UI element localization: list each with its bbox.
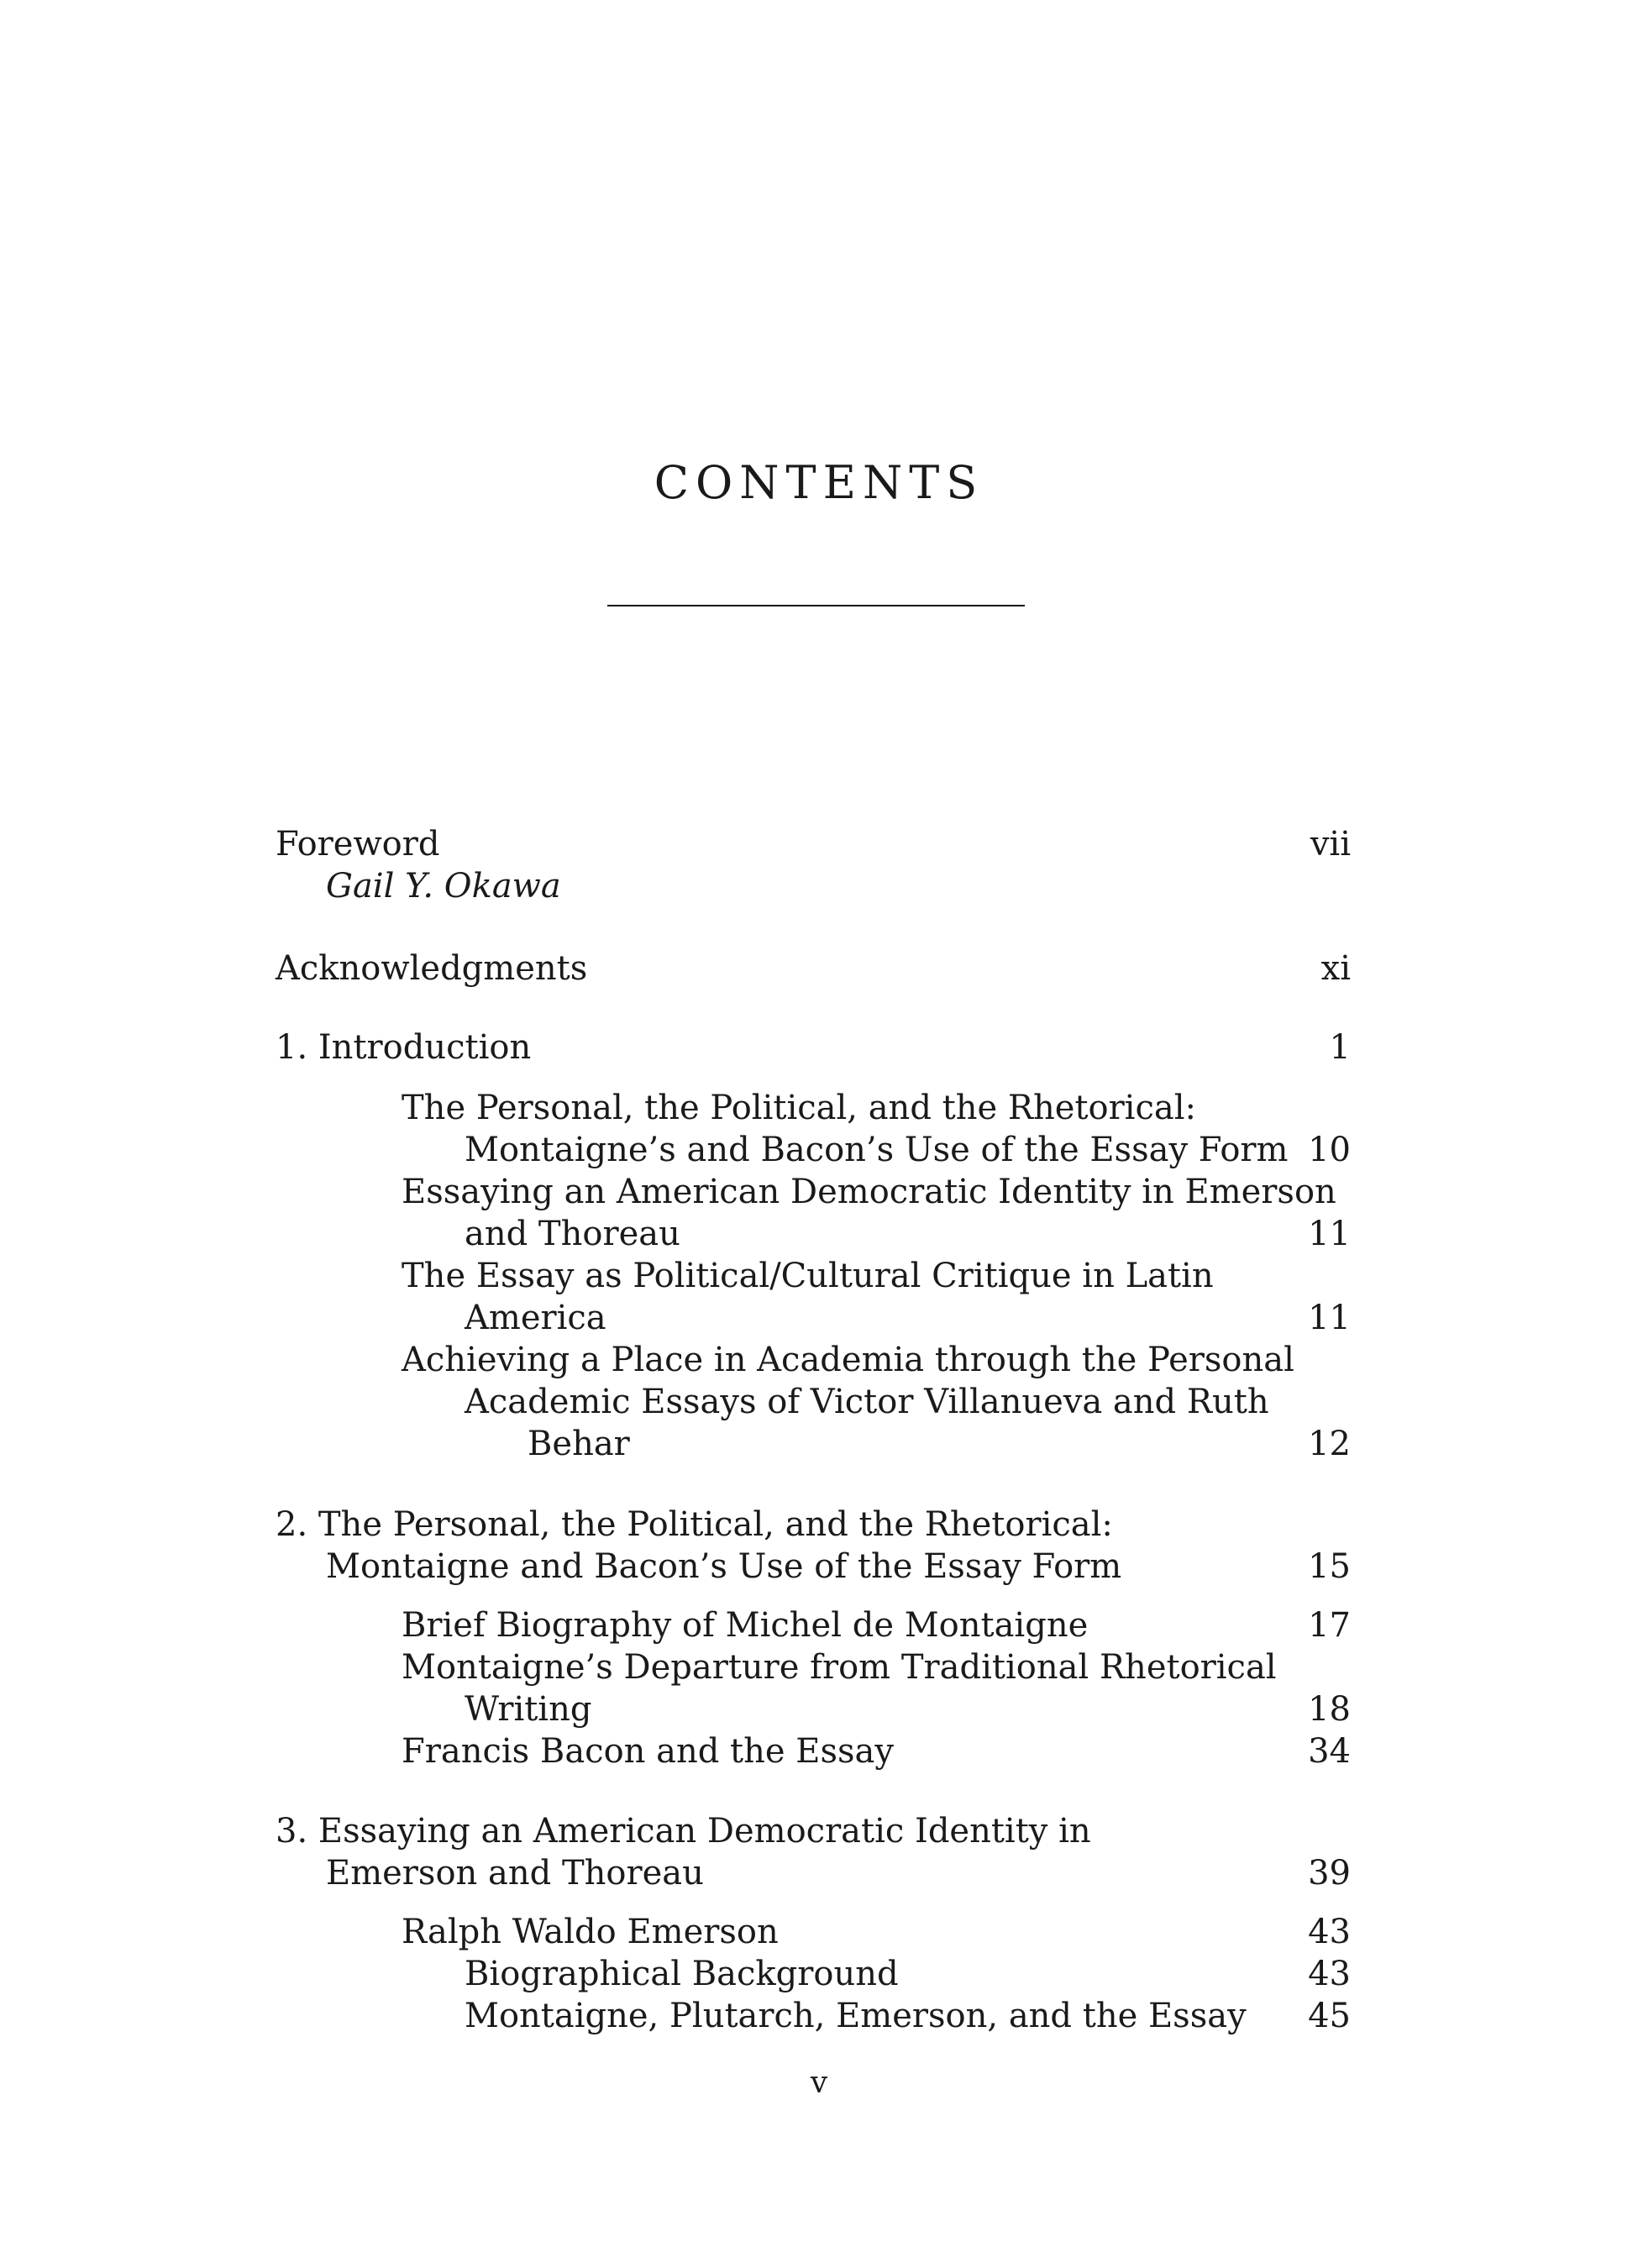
toc-section-cont: Academic Essays of Victor Villanueva and Ruth xyxy=(465,1383,1269,1421)
toc-section: Montaigne’s Departure from Traditional Rhetorical xyxy=(402,1648,1277,1687)
toc-section-cont: Montaigne’s and Bacon’s Use of the Essay Form xyxy=(465,1131,1289,1169)
toc-section-cont: America xyxy=(465,1299,606,1337)
toc-page-chapter-1: 1 xyxy=(1329,1028,1351,1067)
toc-page: 10 xyxy=(1308,1131,1351,1169)
toc-page-acknowledgments: xi xyxy=(1320,949,1351,988)
toc-page: 45 xyxy=(1308,1997,1351,2035)
toc-section: Brief Biography of Michel de Montaigne xyxy=(402,1606,1089,1645)
toc-chapter-2-cont: Montaigne and Bacon’s Use of the Essay Form xyxy=(326,1547,1122,1586)
toc-section: Essaying an American Democratic Identity in Emerson xyxy=(402,1173,1336,1211)
toc-chapter-3-cont: Emerson and Thoreau xyxy=(326,1854,704,1893)
toc-page: 34 xyxy=(1308,1732,1351,1771)
toc-chapter-3: 3. Essaying an American Democratic Identity in xyxy=(276,1812,1091,1851)
toc-subsection: Biographical Background xyxy=(465,1955,899,1993)
toc-page: 18 xyxy=(1308,1690,1351,1729)
toc-section-cont: Writing xyxy=(465,1690,592,1729)
toc-section: Francis Bacon and the Essay xyxy=(402,1732,894,1771)
toc-section-cont: and Thoreau xyxy=(465,1215,680,1253)
toc-foreword-author: Gail Y. Okawa xyxy=(326,867,561,906)
toc-subsection: Montaigne, Plutarch, Emerson, and the Essay xyxy=(465,1997,1247,2035)
toc-section: Ralph Waldo Emerson xyxy=(402,1913,779,1951)
toc-page-chapter-3: 39 xyxy=(1308,1854,1351,1893)
toc-section: Achieving a Place in Academia through the Personal xyxy=(402,1341,1294,1379)
toc-section-cont: Behar xyxy=(528,1425,630,1463)
page-folio: v xyxy=(810,2066,828,2100)
title-divider xyxy=(607,605,1025,606)
toc-entry-foreword: Foreword xyxy=(276,825,440,864)
toc-chapter-2: 2. The Personal, the Political, and the Rhetorical: xyxy=(276,1505,1113,1544)
toc-page: 43 xyxy=(1308,1955,1351,1993)
toc-chapter-1: 1. Introduction xyxy=(276,1028,532,1067)
toc-page-chapter-2: 15 xyxy=(1308,1547,1351,1586)
toc-section: The Essay as Political/Cultural Critique in Latin xyxy=(402,1257,1214,1295)
toc-page: 17 xyxy=(1308,1606,1351,1645)
toc-section: The Personal, the Political, and the Rhetorical: xyxy=(402,1089,1196,1127)
toc-page: 11 xyxy=(1308,1299,1351,1337)
toc-page: 43 xyxy=(1308,1913,1351,1951)
toc-page-foreword: vii xyxy=(1310,825,1351,864)
page-title: CONTENTS xyxy=(654,456,984,509)
toc-page: 11 xyxy=(1308,1215,1351,1253)
toc-entry-acknowledgments: Acknowledgments xyxy=(276,949,588,988)
toc-page: 12 xyxy=(1308,1425,1351,1463)
